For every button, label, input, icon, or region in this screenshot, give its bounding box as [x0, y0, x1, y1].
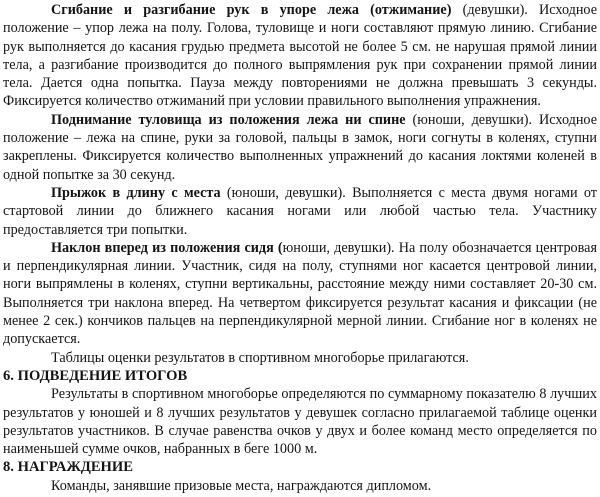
pushups-title: Сгибание и разгибание рук в упоре лежа (отжимание) [51, 2, 452, 18]
paragraph-tables-note: Таблицы оценки результатов в спортивном многоборье прилагаются. [51, 349, 469, 366]
situps-text: (юноши, девушки). Исходное положение – лежа на спине, руки за головой, пальцы в замок, ноги согнуты в коленях, ступни закреплены. Фиксируется количество выполненных упражнений до касания локтями коленей в одной попытке за 30 секунд. [3, 111, 597, 183]
paragraph-situps [3, 111, 597, 184]
long-jump-text: (юноши, девушки). Выполняется с места двумя ногами от стартовой линии до ближнего касания ногами или любой частью тела. Участнику предоставляется три попытки. [3, 184, 597, 238]
paragraph-awards: Команды, занявшие призовые места, награждаются дипломом. [51, 477, 432, 494]
paragraph-forward-bend [3, 239, 597, 349]
situps-title: Поднимание туловища из положения лежа ни спине [51, 111, 406, 128]
long-jump-title: Прыжок в длину с места [51, 184, 221, 201]
document-page [3, 1, 597, 495]
section-heading-awards: 8. НАГРАЖДЕНИЕ [3, 459, 133, 476]
paragraph-results: Результаты в спортивном многоборье определяются по суммарному показателю 8 лучших результатов у юношей и 8 лучших результатов у девушек согласно прилагаемой таблице оценки результатов участников. В случае равенства очков у двух и более команд место определяется по наименьшей сумме очков, набранных в беге 1000 м. [3, 386, 597, 458]
section-heading-results: 6. ПОДВЕДЕНИЕ ИТОГОВ [3, 367, 188, 384]
forward-bend-text: юноши, девушки). На полу обозначается центровая и перпендикулярная линии. Участник, сидя на полу, ступнями ног касается центровой линии, ноги выпрямлены в коленях, ступни вертикальны, расстояние между ними составляет 20-30 см. Выполняется три наклона вперед. На четвертом фиксируется результат касания и фиксации (не менее 2 сек.) кончиков пальцев на перпендикулярной мерной линии. Сгибание ног в коленях не допускается. [3, 239, 597, 348]
paragraph-long-jump [3, 184, 597, 239]
paragraph-pushups [3, 1, 597, 111]
forward-bend-title: Наклон вперед из положения сидя ( [51, 239, 283, 256]
pushups-text: (девушки). Исходное положение – упор лежа на полу. Голова, туловище и ноги составляют прямую линию. Сгибание рук выполняется до касания грудью предмета высотой не более 5 см. не нарушая прямой линии тела, а разгибание производится до полного выпрямления рук при сохранении прямой линии тела. Дается одна попытка. Пауза между повторениями не должна превышать 3 секунды. Фиксируется количество отжиманий при условии правильного выполнения упражнения. [3, 2, 597, 110]
